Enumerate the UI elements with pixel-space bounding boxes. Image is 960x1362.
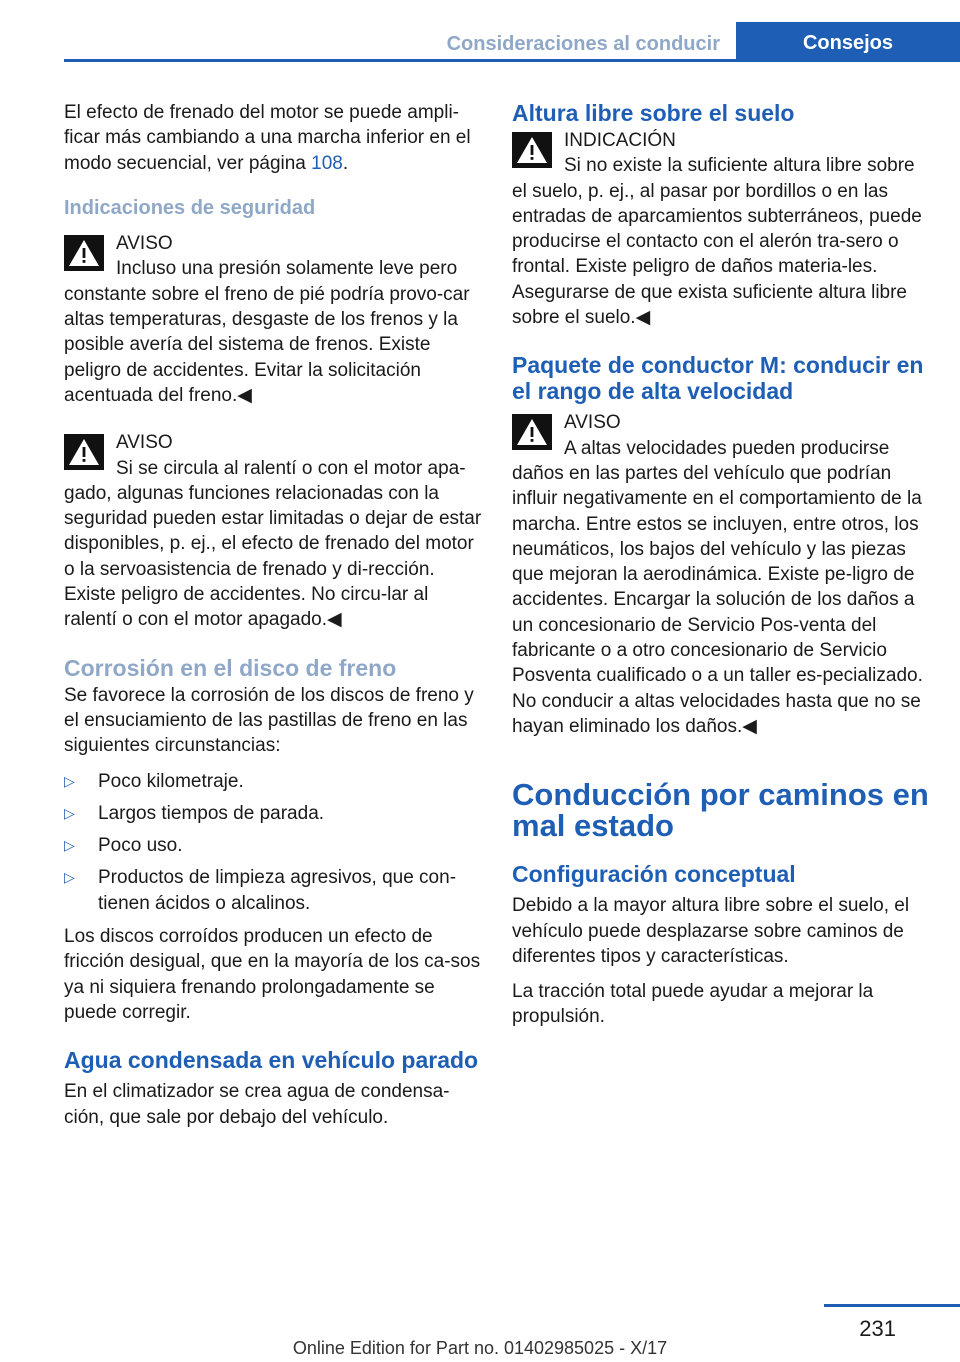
condensate-text: En el climatizador se crea agua de condensa‐ción, que sale por debajo del vehículo. [64,1081,450,1128]
edition-note: Online Edition for Part no. 01402985025 - X/17 [292,1338,668,1358]
triangle-bullet-icon: ▷ [64,804,75,821]
intro-text: El efecto de frenado del motor se puede ampli‐ficar más cambiando a una marcha inferior en el modo secuencial, ver página [64,102,471,174]
condensate-heading: Agua condensada en vehículo parado [64,1047,479,1074]
corrosion-intro: Se favorece la corrosión de los discos de freno y el ensuciamiento de las pastillas de freno en las siguientes circunstancias: [64,684,474,757]
warning-label: AVISO [116,233,173,255]
clearance-heading: Altura libre sobre el suelo [512,100,795,126]
warning-icon [64,235,104,271]
roads-heading: Conducción por caminos en mal estado [512,777,929,844]
page-link[interactable]: 108 [311,152,343,174]
notice-block [512,128,930,330]
circumstances-list [64,769,482,916]
page-number-rule [824,1304,960,1307]
warning-icon [512,414,552,450]
list-item [64,865,482,916]
intro-text-end: . [342,152,349,174]
list-item [64,769,482,794]
list-item [64,833,482,858]
concept-text-2: La tracción total puede ayudar a mejorar la propulsión. [512,981,874,1028]
right-column [512,100,930,1040]
notice-text: Si no existe la suficiente altura libre sobre el suelo, p. ej., al pasar por bordillos o en las entradas de aparcamientos subterráneos, puede producirse el contacto con el alerón tra‐sero o frontal. Existe peligro de daños materia‐les. Asegurarse de que exista suficiente altura libre sobre el suelo.◀ [512,155,922,329]
chapter-tab: Consejos [736,22,960,62]
triangle-bullet-icon: ▷ [64,869,75,886]
list-item-text: Productos de limpieza agresivos, que con‐tienen ácidos o alcalinos. [98,867,457,914]
safety-heading: Indicaciones de seguridad [64,196,316,219]
left-column [64,100,482,1140]
warning-label: AVISO [116,432,173,454]
triangle-bullet-icon: ▷ [64,837,75,854]
concept-heading: Configuración conceptual [512,861,796,888]
section-title: Consideraciones al conducir [446,33,720,55]
page-header [64,22,960,62]
list-item-text: Poco uso. [98,835,183,857]
warning-label: AVISO [564,412,621,434]
mdriver-heading: Paquete de conductor M: conducir en el rango de alta velocidad [512,352,924,405]
corrosion-heading: Corrosión en el disco de freno [64,654,397,681]
warning-text: A altas velocidades pueden producirse daños en las partes del vehículo que podrían influir negativamente en el comportamiento de la marcha. Entre estos se incluyen, entre otros, los neumáticos, los bajos del vehículo y las piezas que mejoran la aerodinámica. Existe pe‐ligro de accidentes. Encargar la solución de los daños a un concesionario de Servicio Pos‐venta del fabricante o a otro concesionario de Servicio Posventa cualificado o a un taller es‐pecializado. No conducir a altas velocidades hasta que no se hayan eliminado los daños.◀ [512,437,923,737]
corrosion-after: Los discos corroídos producen un efecto de fricción desigual, que en la mayoría de los ca‐sos ya ni siquiera frenando prolongadamente se puede corregir. [64,926,481,1023]
list-item [64,801,482,826]
warning-text: Incluso una presión solamente leve pero constante sobre el freno de pié podría provo‐car altas temperaturas, desgaste de los frenos y la posible avería del sistema de frenos. Existe peligro de accidentes. Evitar la solicitación acentuada del freno.◀ [64,258,470,406]
warning-icon [64,434,104,470]
list-item-text: Largos tiempos de parada. [98,802,325,824]
notice-label: INDICACIÓN [564,130,676,151]
warning-text: Si se circula al ralentí o con el motor apa‐gado, algunas funciones relacionadas con la seguridad pueden estar limitadas o dejar de estar disponibles, p. ej., el efecto de frenado del motor o la servoasistencia de frenado y di‐rección. Existe peligro de accidentes. No circu‐lar al ralentí o con el motor apagado.◀ [64,457,482,631]
warning-block-3 [512,410,930,739]
list-item-text: Poco kilometraje. [98,770,244,792]
intro-paragraph [64,100,482,176]
triangle-bullet-icon: ▷ [64,772,75,789]
warning-block-1 [64,231,482,408]
warning-block-2 [64,430,482,632]
warning-icon [512,132,552,168]
page-number: 231 [859,1316,896,1341]
concept-text-1: Debido a la mayor altura libre sobre el suelo, el vehículo puede desplazarse sobre caminos de diferentes tipos y características. [512,895,910,967]
header-rule [64,59,960,62]
